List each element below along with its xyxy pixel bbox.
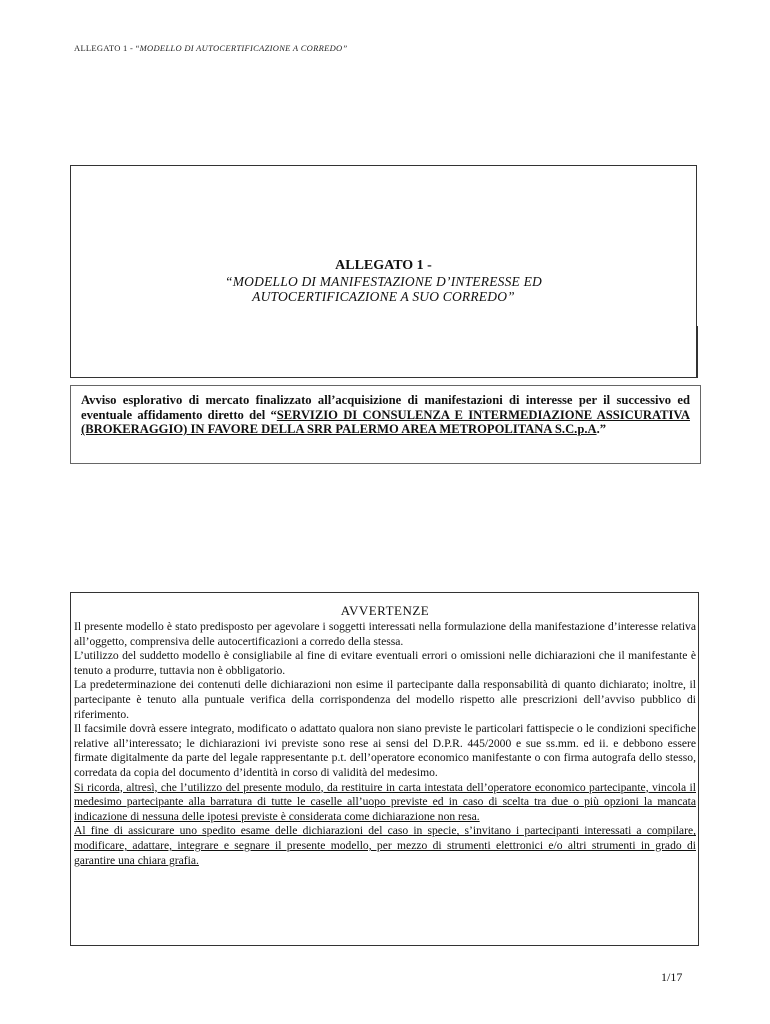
document-subtitle-line1: “MODELLO DI MANIFESTAZIONE D’INTERESSE ED [225,274,542,289]
avviso-closing: .” [596,422,607,436]
avvertenze-paragraph-4: Il facsimile dovrà essere integrato, modificato o adattato qualora non siano previste le particolari fattispecie o le condizioni specifiche relative all’interessato; le dichiarazioni ivi previste sono rese ai sensi del D.P.R. 445/2000 e sue ss.mm. ed ii. e debbono essere firmate digitalmente da parte del legale rappresentante p.t. dell’operatore economico manifestante o con firma autografa dello stesso, corredata da copia del documento d’identità in corso di validità del medesimo. [74,722,696,779]
avvertenze-title: AVVERTENZE [340,603,430,618]
avvertenze-paragraph-5: Si ricorda, altresì, che l’utilizzo del presente modulo, da restituire in carta intestata dell’operatore economico partecipante, vincola il medesimo partecipante alla barratura di tutte le caselle all’uopo previste ed in caso di scelta tra due o più opzioni la mancata indicazione di nessuna delle ipotesi previste è considerata come dichiarazione non resa. [74,780,696,823]
avviso-intro: Avviso esplorativo di mercato finalizzato all’acquisizione di manifestazioni di interesse per il successivo ed eventuale affidamento diretto del “ [81,393,690,422]
document-subtitle-line2: AUTOCERTIFICAZIONE A SUO CORREDO” [252,289,515,304]
running-header-title: MODELLO DI AUTOCERTIFICAZIONE A CORREDO” [139,43,348,53]
avvertenze-paragraph-3: La predeterminazione dei contenuti delle dichiarazioni non esime il partecipante dalla responsabilità di quanto dichiarato; inoltre, il partecipante è tenuto alla puntuale verifica della corrispondenza del modello rispetto alle prescrizioni dell’avviso pubblico di riferimento. [74,678,696,721]
title-block [71,258,696,304]
service-name: SERVIZIO DI CONSULENZA E INTERMEDIAZIONE ASSICURATIVA (BROKERAGGIO) IN FAVORE DELLA SRR PALERMO AREA METROPOLITANA S.C.p.A [81,407,690,436]
avviso-box [70,385,701,464]
avvertenze-box [70,592,699,946]
avviso-text [81,393,690,437]
title-box [70,165,697,378]
running-header-prefix: ALLEGATO 1 - “ [74,43,140,53]
title-box-rule [697,326,698,378]
avvertenze-paragraph-2: L’utilizzo del suddetto modello è consigliabile al fine di evitare eventuali errori o omissioni nelle dichiarazioni che il manifestante è tenuto a produrre, tuttavia non è obbligatorio. [74,649,696,677]
document-title: ALLEGATO 1 - [335,258,432,273]
page-number: 1/17 [661,970,683,984]
avvertenze-paragraph-6: Al fine di assicurare uno spedito esame delle dichiarazioni del caso in specie, s’invitano i partecipanti interessati a compilare, modificare, adattare, integrare e segnare il presente modello, per mezzo di strumenti elettronici e/o altri strumenti in grado di garantire una chiara grafia. [74,824,696,867]
running-header [74,43,347,53]
avvertenze-paragraph-1: Il presente modello è stato predisposto per agevolare i soggetti interessati nella formulazione della manifestazione d’interesse relativa all’oggetto, comprensiva delle autocertificazioni a corredo della stessa. [74,620,696,648]
